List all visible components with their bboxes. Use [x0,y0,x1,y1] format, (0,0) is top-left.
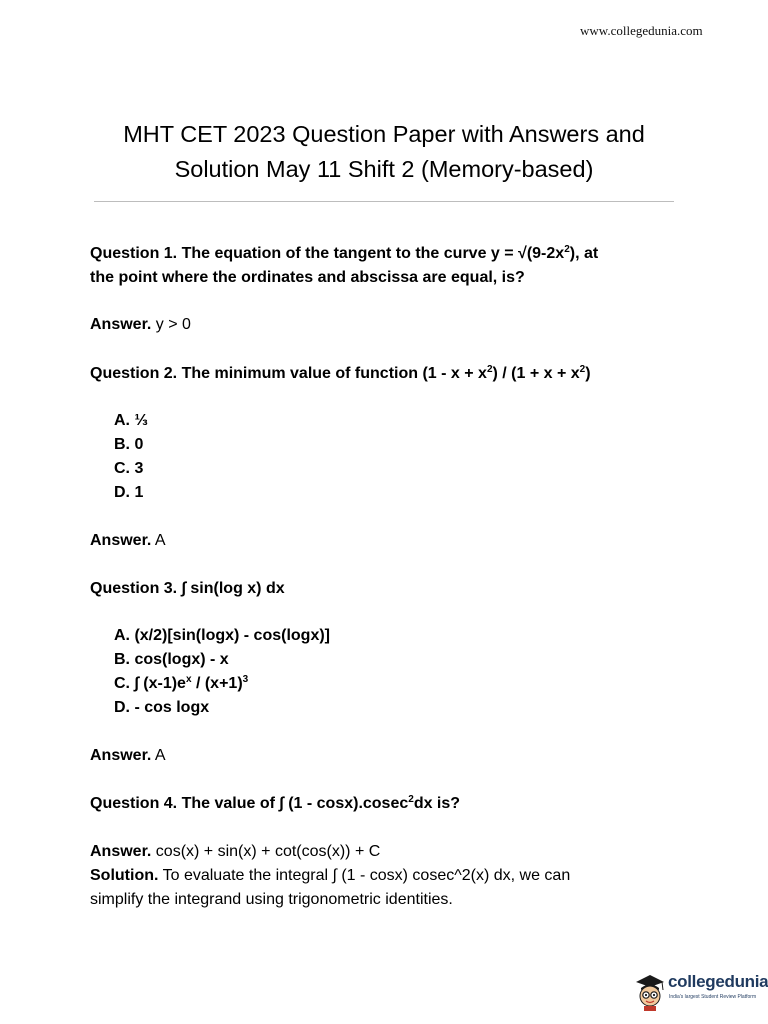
question-1: Question 1. The equation of the tangent to the curve $y = √(9-2x^2)$, at the point where the ordinates and abscissa are equal, is? [90,244,599,286]
option-a: A. ⅓ [114,412,148,429]
option-d: D. - cos logx [114,699,210,716]
question-2-options [114,409,148,505]
question-3-options [114,624,330,720]
question-4: Question 4. The value of ∫ (1 - cosx).cosec$^2$dx is? [90,794,461,812]
option-a: A. (x/2)[sin(logx) - cos(logx)] [114,627,330,644]
answer-4: Answer. cos(x) + sin(x) + cot(cos(x)) + C [90,843,381,860]
solution-4: Solution. To evaluate the integral ∫ (1 - cosx) cosec^2(x) dx, we can simplify the integrand using trigonometric identities. [90,867,571,908]
option-c: C. 3 [114,460,144,477]
option-d: D. 1 [114,484,144,501]
question-2: Question 2. The minimum value of function $(1 - x + x^2) / (1 + x + x^2)$ [90,364,591,382]
mascot-icon [632,972,668,1012]
title-line-2: Solution May 11 Shift 2 (Memory-based) [174,156,594,182]
option-c: C. ∫ $(x-1)e^x / (x+1)^3$ [114,674,249,692]
title-divider [94,201,674,202]
site-url[interactable]: www.collegedunia.com [580,23,703,38]
option-b: B. cos(logx) - x [114,651,229,668]
answer-3: Answer. A [90,747,166,764]
option-b: B. 0 [114,436,144,453]
collegedunia-logo [632,970,768,1014]
brand-name: collegedunia [668,972,768,991]
page-title [60,117,708,187]
brand-tagline: India's largest Student Review Platform [669,994,757,1000]
question-3: Question 3. ∫ sin(log x) dx [90,580,285,597]
answer-2: Answer. A [90,532,166,549]
answer-1: Answer. y > 0 [90,316,191,333]
title-line-1: MHT CET 2023 Question Paper with Answers and [123,121,645,147]
